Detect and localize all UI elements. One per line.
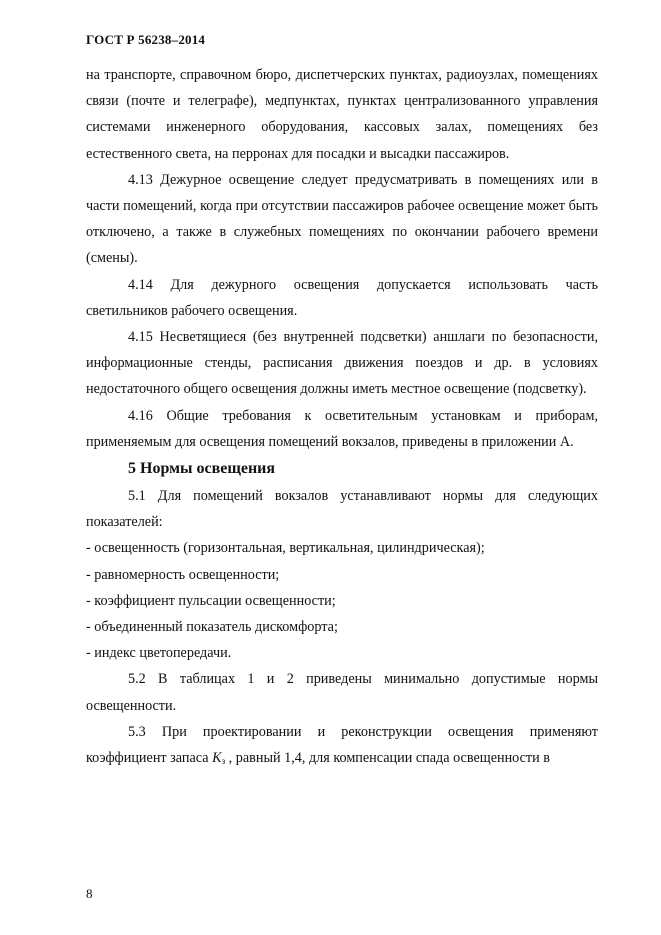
paragraph-5-3-start: 5.3 При проектировании и реконструкции освещения применяют коэффициент запаса [86, 723, 598, 767]
paragraph-4-14: 4.14 Для дежурного освещения допускается использовать часть светильников рабочего освещения. [86, 276, 598, 319]
paragraph-4-16: 4.16 Общие требования к осветительным установкам и приборам, применяемым для освещения помещений вокзалов, приведены в приложении А. [86, 407, 598, 450]
paragraph-5-1: 5.1 Для помещений вокзалов устанавливают нормы для следующих показателей: [86, 488, 598, 531]
paragraph-continuation: на транспорте, справочном бюро, диспетчерских пунктах, радиоузлах, помещениях связи (почте и телеграфе), медпунктах, пунктах централизованного управления системами инженерного оборудования, кассовых залах, помещениях без естественного света, на перронах для посадки и высадки пассажиров. [86, 67, 598, 162]
page-number: 8 [86, 886, 93, 901]
document-body [86, 62, 598, 774]
list-item: - объединенный показатель дискомфорта; [86, 619, 338, 636]
list-item: - освещенность (горизонтальная, вертикальная, цилиндрическая); [86, 540, 485, 557]
list-item: - индекс цветопередачи. [86, 645, 232, 662]
coefficient-symbol: K [212, 750, 222, 767]
list-item: - равномерность освещенности; [86, 566, 280, 583]
paragraph-4-15: 4.15 Несветящиеся (без внутренней подсветки) аншлаги по безопасности, информационные стенды, расписания движения поездов и др. в условиях недостаточного общего освещения должны иметь местное освещение (подсветку). [86, 329, 598, 398]
paragraph-5-2: 5.2 В таблицах 1 и 2 приведены минимально допустимые нормы освещенности. [86, 671, 598, 714]
paragraph-5-3 [86, 719, 598, 774]
section-heading: 5 Нормы освещения [128, 460, 276, 478]
coefficient-subscript: з [221, 756, 226, 767]
paragraph-5-3-end: , равный 1,4, для компенсации спада освещенности в [225, 750, 550, 767]
paragraph-4-13: 4.13 Дежурное освещение следует предусматривать в помещениях или в части помещений, когда при отсутствии пассажиров рабочее освещение может быть отключено, а также в служебных помещениях по окончании рабочего времени (смены). [86, 171, 598, 267]
list-item: - коэффициент пульсации освещенности; [86, 592, 336, 609]
page-header: ГОСТ Р 56238–2014 [86, 32, 206, 47]
